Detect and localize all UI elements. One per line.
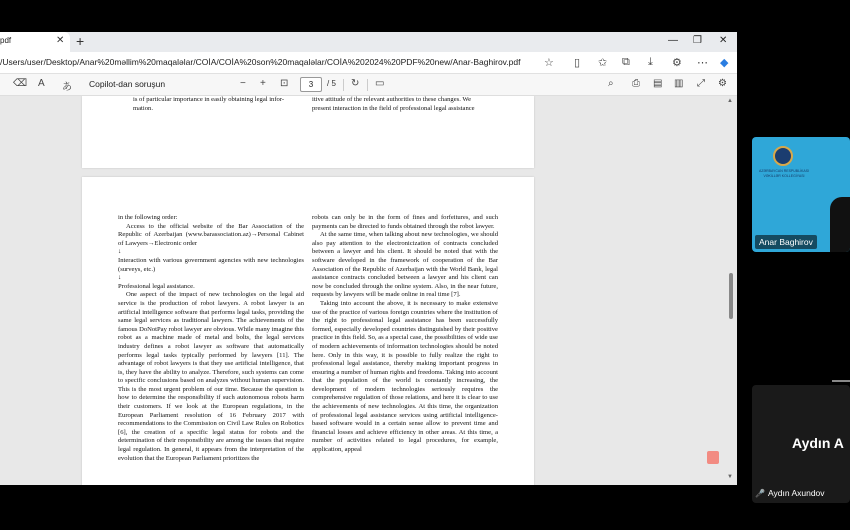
settings-gear-icon[interactable]: ⚙ — [718, 78, 727, 89]
vertical-scrollbar[interactable] — [728, 98, 734, 483]
save-as-icon[interactable]: ▥ — [674, 78, 684, 89]
participant-video — [830, 197, 850, 252]
search-icon[interactable]: ⌕ — [608, 78, 614, 89]
favorite-star-icon[interactable]: ☆ — [544, 57, 554, 69]
fullscreen-icon[interactable]: ⤢ — [697, 78, 705, 89]
divider — [832, 380, 850, 382]
mic-muted-icon: 🎤 — [755, 489, 765, 498]
logo-caption: AZƏRBAYCAN RESPUBLİKASI VƏKİLLƏR KOLLEGİYASI — [758, 169, 810, 178]
paragraph: One aspect of the impact of new technologies on the legal aid service is the production of robot lawyers. A robot lawyer is an artificial intelligence software that performs legal tasks, providing the same legal services as traditional lawyers. The achievements of the famous DoNotPay robot lawyer are obvious. While many imagine this robot as a machine made of metal and bolts, the legal services industry defines a robot lawyer as software that automatically performs legal tasks typically performed by lawyers [11]. The advantage of robot lawyers is that they use artificial intelligence, that is, they have the ability to analyze. Therefore, such systems can come to specific conclusions based on analyzes without human supervision. This is the most urgent problem of our time. Because the question is how to determine the responsibility if such autonomous robots harm their customers. If we look at the European regulations, in the European Parliament resolution of 16 February 2017 with recommendations to the Commission on Civil Law Rules on Robotics [6], the creation of a specific legal status for robots and the determination of their responsibility are among the issues that require legal regulation. In general, it appears from the interpretation of the evolution that the European Parliament prioritizes the — [118, 291, 304, 462]
tab-bar — [0, 32, 737, 52]
address-bar[interactable] — [0, 52, 737, 74]
participant-tile-anar[interactable] — [752, 137, 850, 252]
participant-name: Anar Baghirov — [755, 235, 817, 249]
pdf-page-current — [82, 177, 534, 485]
prev-right-text: itive attitude of the relevant authorities to these changes. We present interaction in the field of professional legal assistance — [312, 96, 475, 112]
scroll-thumb[interactable] — [729, 273, 733, 319]
participant-name-tag — [755, 488, 825, 498]
minimize-icon[interactable]: — — [668, 35, 678, 46]
page-total: / 5 — [327, 79, 336, 88]
close-window-icon[interactable]: ✕ — [719, 35, 728, 46]
eraser-icon[interactable]: ⌫ — [13, 78, 28, 89]
main-left-column — [118, 214, 304, 463]
pdf-icon — [707, 451, 719, 464]
divider — [367, 79, 368, 91]
prev-left-text: is of particular importance in easily obtaining legal infor- mation. — [133, 96, 285, 112]
pdf-toolbar — [0, 74, 737, 96]
read-aloud-icon[interactable]: A — [38, 78, 45, 89]
copilot-ask-button[interactable]: Copilot-dan soruşun — [89, 79, 166, 89]
print-icon[interactable]: ⎙ — [632, 78, 640, 89]
paragraph: ↓ — [118, 248, 122, 256]
participant-tile-aydin[interactable] — [752, 385, 850, 503]
scroll-up-icon[interactable]: ▲ — [727, 98, 733, 104]
save-icon[interactable]: ▤ — [653, 78, 663, 89]
browser-window — [0, 32, 737, 485]
split-screen-icon[interactable]: ▯ — [574, 57, 581, 69]
pdf-viewer[interactable] — [0, 96, 737, 485]
page-view-icon[interactable]: ▭ — [375, 78, 385, 89]
tab-title: pdf — [0, 36, 12, 45]
extensions-icon[interactable]: ⚙ — [672, 57, 682, 69]
collections-icon[interactable]: ⧉ — [622, 56, 630, 68]
rotate-icon[interactable]: ↻ — [351, 78, 360, 89]
main-right-column — [312, 214, 498, 455]
participant-name: Aydın Axundov — [767, 488, 825, 498]
favorites-icon[interactable]: ✩ — [598, 57, 608, 69]
paragraph: Professional legal assistance. — [118, 282, 195, 290]
paragraph: robots can only be in the form of fines and forfeitures, and such payments can be directed to funds obtained through the robot lawyer. — [312, 214, 498, 230]
paragraph: in the following order: — [118, 214, 178, 221]
participant-big-name: Aydın A — [792, 435, 844, 451]
close-tab-icon[interactable]: ✕ — [56, 35, 65, 46]
paragraph: ↓ — [118, 274, 122, 282]
paragraph: Interaction with various government agencies with new technologies (surveys, etc.) — [118, 256, 304, 273]
scroll-down-icon[interactable]: ▼ — [727, 474, 733, 480]
tab-active[interactable] — [0, 32, 70, 52]
pdf-page-previous — [82, 96, 534, 168]
more-menu-icon[interactable]: ⋯ — [697, 57, 708, 69]
url-text[interactable]: /Users/user/Desktop/Anar%20məllim%20maqaləlar/COİA/COİA%20son%20maqaləlar/COİA%202024%20PDF%20new/Anar-Baghirov.pdf — [0, 57, 521, 67]
maximize-icon[interactable]: ❐ — [693, 35, 702, 46]
copilot-icon[interactable]: ◆ — [720, 57, 729, 69]
translate-icon[interactable]: あ — [62, 82, 72, 93]
fit-page-icon[interactable]: ⊡ — [280, 78, 289, 89]
page-number-input[interactable]: 3 — [300, 77, 322, 92]
paragraph: Taking into account the above, it is necessary to make extensive use of the practice of various foreign countries where the institution of the right to professional legal assistance has been successfully formed, especially developed countries distinguished by their positive practice in this field. So, as a special case, the possibilities of wide use of modern achievements of information technologies should be noted here. Only in this way, it is possible to fully realize the right to professional legal assistance, thereby making important progress in ensuring a number of human rights and freedoms. Taking into account that the population of the world is constantly increasing, the development of modern technologies seriously requires the comprehensive regulation of those relations, and here it is clear to use the achievements of new technologies. At this time, the organization of professional legal assistance services using artificial intelligence-based software would in a certain sense allow to prevent time and financial losses and achieve efficiency in other areas. At this time, a number of activities related to legal procedures, for example, application, appeal — [312, 299, 498, 454]
paragraph: At the same time, when talking about new technologies, we should also pay attention to the electronicization of contracts concluded between a lawyer and his client. It should be noted that with the software developed in the framework of cooperation of the Bar Association of the Republic of Azerbaijan with the World Bank, legal assistance contracts concluded between a lawyer and his client can now be concluded through the online system. Also, in the near future, requests by lawyers will be made online in real time [7]. — [312, 231, 498, 299]
divider — [343, 79, 344, 91]
paragraph: Access to the official website of the Bar Association of the Republic of Azerbaijan (www.barassociation.az)→Personal Cabinet of Lawyers→Electronic order — [118, 222, 304, 247]
zoom-out-button[interactable]: − — [240, 78, 246, 89]
new-tab-icon[interactable]: + — [76, 33, 85, 49]
downloads-icon[interactable]: ⤓ — [648, 56, 653, 68]
bar-association-logo — [773, 146, 793, 166]
zoom-in-button[interactable]: + — [260, 78, 266, 89]
